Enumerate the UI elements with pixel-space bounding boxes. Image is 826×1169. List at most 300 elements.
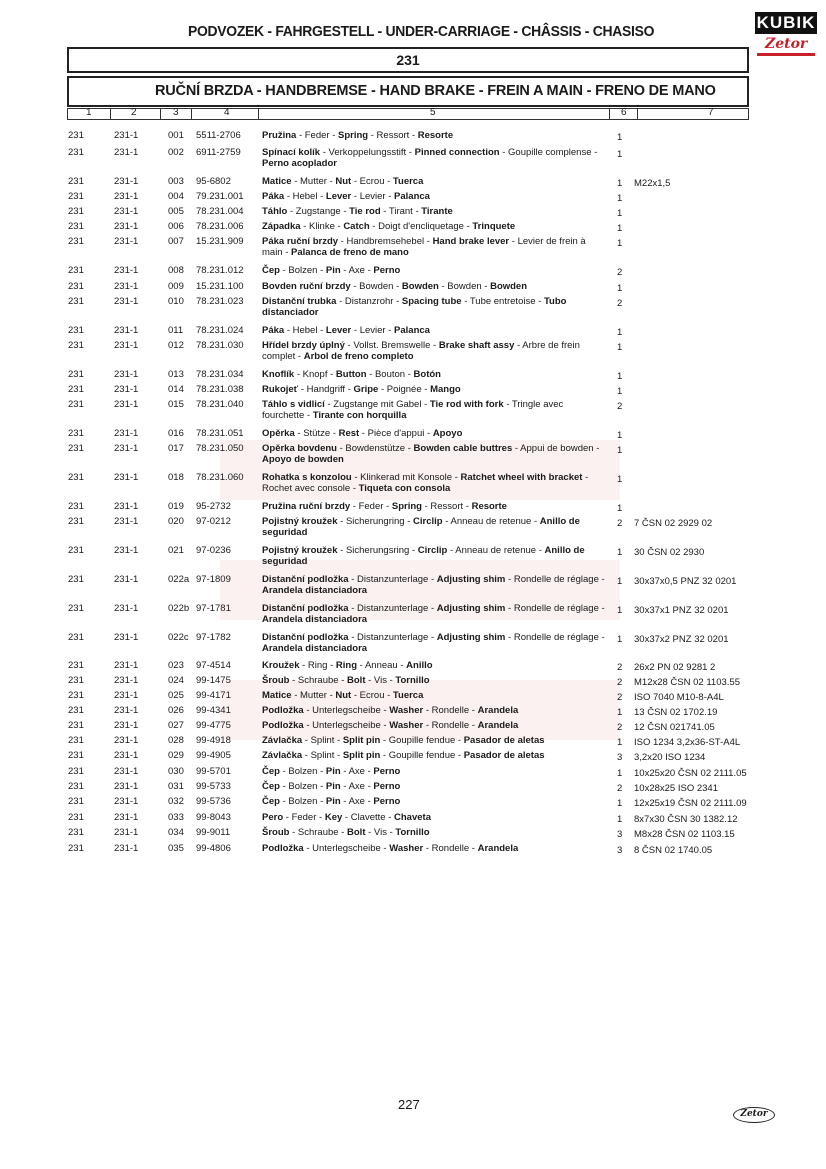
desc-cz: Hřídel brzdy úplný — [262, 340, 345, 351]
part-description — [262, 221, 607, 232]
cell-note: 12x25x19 ČSN 02 2111.09 — [634, 798, 747, 809]
cell-c4: 78.231.030 — [196, 340, 244, 351]
desc-en: Pin — [325, 796, 341, 807]
cell-c4: 78.231.060 — [196, 472, 244, 483]
cell-c1: 231 — [68, 265, 84, 276]
cell-quantity: 1 — [617, 327, 623, 338]
desc-en: Bolt — [347, 827, 366, 838]
cell-note: 12 ČSN 021741.05 — [634, 722, 715, 733]
desc-tail: - Rondelle de réglage - — [505, 603, 605, 614]
desc-cz: Rohatka s konzolou — [262, 472, 352, 483]
desc-en: Button — [335, 369, 367, 380]
desc-rest: - Distanzunterlage - — [348, 603, 437, 614]
cell-quantity: 2 — [617, 662, 623, 673]
cell-c1: 231 — [68, 206, 84, 217]
part-description — [262, 812, 607, 823]
cell-c1: 231 — [68, 705, 84, 716]
cell-c4: 97-4514 — [196, 660, 231, 671]
desc-rest: - Distanzunterlage - — [348, 574, 437, 585]
catalog-group-title: PODVOZEK - FAHRGESTELL - UNDER-CARRIAGE - CHÂSSIS - CHASISO — [188, 24, 655, 40]
cell-c4: 78.231.006 — [196, 221, 244, 232]
column-header: 5 — [430, 107, 436, 118]
desc-en: Circlip — [417, 545, 448, 556]
cell-c2: 231-1 — [114, 660, 139, 671]
page-number: 227 — [398, 1097, 420, 1112]
desc-en: Nut — [335, 176, 352, 187]
cell-c4: 15.231.100 — [196, 281, 244, 292]
part-description — [262, 428, 607, 439]
desc-tail: - Rondelle - — [423, 843, 478, 854]
part-description — [262, 325, 607, 336]
part-description — [262, 750, 607, 761]
desc-tail: - Tube entretoise - — [461, 296, 544, 307]
desc-es: Arandela distanciadora — [262, 585, 368, 596]
cell-c3: 017 — [168, 443, 184, 454]
desc-rest: - Mutter - — [291, 176, 336, 187]
cell-quantity: 1 — [617, 547, 623, 558]
desc-rest: - Klinke - — [300, 221, 344, 232]
cell-c4: 78.231.004 — [196, 206, 244, 217]
part-description — [262, 384, 607, 395]
cell-c1: 231 — [68, 472, 84, 483]
cell-c4: 99-4341 — [196, 705, 231, 716]
cell-c2: 231-1 — [114, 812, 139, 823]
desc-rest: - Schraube - — [289, 827, 348, 838]
desc-rest: - Bolzen - — [279, 781, 326, 792]
desc-tail: - Rochet avec console - — [262, 472, 589, 494]
desc-es: Trinquete — [472, 221, 516, 232]
desc-cz: Čep — [262, 796, 280, 807]
cell-c1: 231 — [68, 781, 84, 792]
cell-c3: 019 — [168, 501, 184, 512]
desc-rest: - Knopf - — [294, 369, 336, 380]
desc-en: Pinned connection — [414, 147, 500, 158]
cell-c3: 014 — [168, 384, 184, 395]
cell-c4: 99-5736 — [196, 796, 231, 807]
cell-note: 30x37x2 PNZ 32 0201 — [634, 634, 729, 645]
cell-c4: 6911-2759 — [196, 147, 241, 158]
cell-c2: 231-1 — [114, 340, 139, 351]
column-header: 6 — [621, 107, 627, 118]
cell-c4: 78.231.023 — [196, 296, 244, 307]
desc-tail: - Axe - — [340, 781, 374, 792]
cell-note: 10x28x25 ISO 2341 — [634, 783, 718, 794]
cell-quantity: 1 — [617, 371, 623, 382]
desc-en: Bowden — [401, 281, 439, 292]
desc-en: Tie rod — [349, 206, 381, 217]
cell-c1: 231 — [68, 516, 84, 527]
desc-es: Arandela — [477, 843, 519, 854]
desc-rest: - Splint - — [302, 735, 343, 746]
cell-quantity: 1 — [617, 430, 623, 441]
desc-en: Brake shaft assy — [438, 340, 515, 351]
desc-cz: Pružina — [262, 130, 297, 141]
column-header: 2 — [131, 107, 137, 118]
cell-quantity: 2 — [617, 401, 623, 412]
desc-es: Resorte — [417, 130, 454, 141]
cell-c2: 231-1 — [114, 399, 139, 410]
cell-quantity: 2 — [617, 677, 623, 688]
cell-note: 10x25x20 ČSN 02 2111.05 — [634, 768, 747, 779]
cell-c4: 79.231.001 — [196, 191, 244, 202]
cell-c3: 007 — [168, 236, 184, 247]
desc-tail: - Clavette - — [342, 812, 395, 823]
desc-en: Pin — [325, 781, 341, 792]
cell-c1: 231 — [68, 720, 84, 731]
part-description — [262, 281, 607, 292]
desc-cz: Opěrka bovdenu — [262, 443, 337, 454]
desc-tail: - Rondelle - — [423, 720, 478, 731]
cell-c2: 231-1 — [114, 325, 139, 336]
cell-c3: 021 — [168, 545, 184, 556]
desc-es: Arbol de freno completo — [303, 351, 414, 362]
cell-c1: 231 — [68, 428, 84, 439]
desc-cz: Pero — [262, 812, 284, 823]
desc-cz: Pojistný kroužek — [262, 516, 338, 527]
cell-c4: 78.231.040 — [196, 399, 244, 410]
part-description — [262, 766, 607, 777]
cell-c2: 231-1 — [114, 443, 139, 454]
desc-en: Nut — [335, 690, 352, 701]
cell-c3: 022c — [168, 632, 189, 643]
cell-c4: 78.231.012 — [196, 265, 244, 276]
part-description — [262, 340, 607, 362]
desc-en: Spring — [338, 130, 369, 141]
cell-quantity: 3 — [617, 752, 623, 763]
cell-c2: 231-1 — [114, 705, 139, 716]
desc-cz: Matice — [262, 690, 292, 701]
part-description — [262, 236, 607, 258]
column-header: 1 — [86, 107, 92, 118]
cell-note: ISO 1234 3,2x36-ST-A4L — [634, 737, 741, 748]
desc-tail: - Goupille fendue - — [380, 750, 464, 761]
cell-c3: 018 — [168, 472, 184, 483]
cell-c4: 78.231.051 — [196, 428, 244, 439]
desc-cz: Čep — [262, 265, 280, 276]
cell-c1: 231 — [68, 340, 84, 351]
desc-en: Lever — [325, 325, 352, 336]
cell-c2: 231-1 — [114, 843, 139, 854]
desc-en: Washer — [389, 720, 424, 731]
cell-c2: 231-1 — [114, 516, 139, 527]
column-header-row — [67, 108, 749, 120]
cell-c1: 231 — [68, 603, 84, 614]
cell-note: 30x37x1 PNZ 32 0201 — [634, 605, 729, 616]
cell-note: 7 ČSN 02 2929 02 — [634, 518, 713, 529]
cell-quantity: 1 — [617, 208, 623, 219]
cell-c2: 231-1 — [114, 574, 139, 585]
cell-quantity: 1 — [617, 474, 623, 485]
cell-c2: 231-1 — [114, 265, 139, 276]
cell-note: 30 ČSN 02 2930 — [634, 547, 705, 558]
cell-c3: 022b — [168, 603, 190, 614]
cell-note: ISO 7040 M10-8-A4L — [634, 692, 724, 703]
desc-es: Perno — [373, 766, 401, 777]
desc-tail: - Pièce d'appui - — [359, 428, 433, 439]
cell-c3: 016 — [168, 428, 184, 439]
cell-c1: 231 — [68, 827, 84, 838]
desc-es: Tirante — [421, 206, 453, 217]
cell-c2: 231-1 — [114, 176, 139, 187]
desc-en: Circlip — [413, 516, 443, 527]
cell-note: 8 ČSN 02 1740.05 — [634, 845, 713, 856]
desc-en: Adjusting shim — [436, 574, 506, 585]
part-description — [262, 206, 607, 217]
cell-quantity: 1 — [617, 707, 623, 718]
cell-c1: 231 — [68, 675, 84, 686]
cell-c2: 231-1 — [114, 796, 139, 807]
desc-en: Gripe — [353, 384, 379, 395]
cell-c4: 5511-2706 — [196, 130, 241, 141]
desc-rest: - Hebel - — [284, 191, 326, 202]
desc-cz: Táhlo — [262, 206, 288, 217]
desc-cz: Kroužek — [262, 660, 300, 671]
desc-en: Split pin — [342, 750, 381, 761]
cell-c3: 020 — [168, 516, 184, 527]
desc-tail: - Vis - — [365, 675, 396, 686]
cell-c4: 99-4806 — [196, 843, 231, 854]
cell-c4: 97-1781 — [196, 603, 231, 614]
part-description — [262, 603, 607, 625]
cell-c3: 028 — [168, 735, 184, 746]
part-description — [262, 660, 607, 671]
desc-es: Perno — [373, 265, 401, 276]
desc-es: Arandela — [477, 720, 519, 731]
desc-en: Adjusting shim — [436, 632, 506, 643]
desc-en: Spring — [391, 501, 422, 512]
desc-es: Anillo de seguridad — [262, 545, 585, 567]
desc-cz: Distanční trubka — [262, 296, 337, 307]
desc-rest: - Verkoppelungsstift - — [320, 147, 415, 158]
desc-rest: - Bolzen - — [279, 265, 326, 276]
desc-cz: Spínací kolík — [262, 147, 321, 158]
cell-c2: 231-1 — [114, 296, 139, 307]
desc-rest: - Zugstange mit Gabel - — [324, 399, 430, 410]
desc-cz: Pružina ruční brzdy — [262, 501, 351, 512]
cell-c1: 231 — [68, 399, 84, 410]
cell-c1: 231 — [68, 574, 84, 585]
desc-tail: - Poignée - — [378, 384, 431, 395]
desc-rest: - Schraube - — [289, 675, 348, 686]
cell-c3: 011 — [168, 325, 184, 336]
cell-quantity: 1 — [617, 342, 623, 353]
desc-en: Catch — [343, 221, 370, 232]
desc-rest: - Zugstange - — [287, 206, 350, 217]
desc-es: Tubo distanciador — [262, 296, 567, 318]
desc-es: Bowden — [490, 281, 528, 292]
part-description — [262, 147, 607, 169]
desc-tail: - Bowden - — [438, 281, 491, 292]
cell-c1: 231 — [68, 766, 84, 777]
desc-rest: - Bolzen - — [279, 796, 326, 807]
desc-rest: - Splint - — [302, 750, 343, 761]
cell-c4: 95-2732 — [196, 501, 231, 512]
cell-c3: 010 — [168, 296, 184, 307]
cell-c4: 99-9011 — [196, 827, 231, 838]
cell-c1: 231 — [68, 384, 84, 395]
desc-rest: - Stütze - — [294, 428, 339, 439]
desc-rest: - Vollst. Bremswelle - — [344, 340, 439, 351]
cell-c3: 034 — [168, 827, 184, 838]
part-description — [262, 796, 607, 807]
cell-c4: 78.231.038 — [196, 384, 244, 395]
desc-cz: Distanční podložka — [262, 632, 349, 643]
desc-es: Anillo de seguridad — [262, 516, 580, 538]
desc-rest: - Feder - — [296, 130, 339, 141]
cell-quantity: 1 — [617, 605, 623, 616]
cell-c2: 231-1 — [114, 428, 139, 439]
desc-cz: Podložka — [262, 720, 304, 731]
part-description — [262, 443, 607, 465]
cell-quantity: 1 — [617, 798, 623, 809]
cell-c3: 006 — [168, 221, 184, 232]
desc-rest: - Ring - — [299, 660, 336, 671]
desc-tail: - Rondelle de réglage - — [505, 632, 605, 643]
desc-es: Arandela distanciadora — [262, 643, 368, 654]
desc-cz: Matice — [262, 176, 292, 187]
cell-c4: 78.231.024 — [196, 325, 244, 336]
desc-rest: - Handgriff - — [298, 384, 354, 395]
cell-c4: 78.231.034 — [196, 369, 244, 380]
cell-c1: 231 — [68, 545, 84, 556]
desc-es: Tuerca — [392, 690, 424, 701]
cell-c2: 231-1 — [114, 147, 139, 158]
cell-c1: 231 — [68, 191, 84, 202]
cell-c4: 97-0236 — [196, 545, 231, 556]
desc-es: Palanca de freno de mano — [291, 247, 409, 258]
desc-en: Key — [324, 812, 343, 823]
cell-c3: 023 — [168, 660, 184, 671]
part-description — [262, 265, 607, 276]
cell-quantity: 2 — [617, 722, 623, 733]
cell-c2: 231-1 — [114, 603, 139, 614]
desc-tail: - Levier - — [351, 191, 395, 202]
desc-tail: - Levier de frein à main - — [262, 236, 586, 258]
cell-c1: 231 — [68, 843, 84, 854]
desc-es: Apoyo — [432, 428, 463, 439]
desc-en: Ratchet wheel with bracket — [460, 472, 583, 483]
cell-c3: 013 — [168, 369, 184, 380]
desc-es: Tornillo — [395, 675, 430, 686]
cell-note: M12x28 ČSN 02 1103.55 — [634, 677, 740, 688]
cell-c4: 99-4918 — [196, 735, 231, 746]
desc-tail: - Ecrou - — [351, 176, 393, 187]
cell-c4: 97-1782 — [196, 632, 231, 643]
part-description — [262, 574, 607, 596]
cell-c3: 008 — [168, 265, 184, 276]
desc-cz: Pojistný kroužek — [262, 545, 338, 556]
cell-note: 3,2x20 ISO 1234 — [634, 752, 706, 763]
desc-cz: Distanční podložka — [262, 603, 349, 614]
cell-c3: 004 — [168, 191, 184, 202]
desc-en: Washer — [389, 843, 424, 854]
desc-tail: - Ressort - — [368, 130, 418, 141]
cell-c4: 97-0212 — [196, 516, 231, 527]
desc-rest: - Unterlegscheibe - — [303, 705, 390, 716]
cell-quantity: 1 — [617, 503, 623, 514]
desc-rest: - Sicherungsring - — [337, 545, 418, 556]
desc-rest: - Distanzunterlage - — [348, 632, 437, 643]
cell-c2: 231-1 — [114, 735, 139, 746]
desc-tail: - Ecrou - — [351, 690, 393, 701]
desc-tail: - Anneau de retenue - — [442, 516, 540, 527]
cell-c2: 231-1 — [114, 766, 139, 777]
desc-en: Lever — [325, 191, 352, 202]
part-description — [262, 705, 607, 716]
cell-c2: 231-1 — [114, 384, 139, 395]
cell-c4: 99-8043 — [196, 812, 231, 823]
cell-c1: 231 — [68, 369, 84, 380]
column-header: 3 — [173, 107, 179, 118]
cell-c3: 005 — [168, 206, 184, 217]
desc-es: Apoyo de bowden — [262, 454, 344, 465]
cell-c4: 15.231.909 — [196, 236, 244, 247]
desc-cz: Distanční podložka — [262, 574, 349, 585]
desc-es: Tiqueta con consola — [358, 483, 451, 494]
cell-c4: 99-4171 — [196, 690, 231, 701]
cell-c2: 231-1 — [114, 281, 139, 292]
cell-c1: 231 — [68, 325, 84, 336]
desc-tail: - Axe - — [340, 265, 374, 276]
cell-c3: 032 — [168, 796, 184, 807]
cell-quantity: 2 — [617, 692, 623, 703]
desc-cz: Podložka — [262, 705, 304, 716]
desc-rest: - Mutter - — [291, 690, 336, 701]
desc-en: Hand brake lever — [432, 236, 510, 247]
cell-c1: 231 — [68, 176, 84, 187]
desc-cz: Čep — [262, 781, 280, 792]
desc-es: Mango — [430, 384, 461, 395]
logo-kubik-text: KUBIK — [756, 13, 816, 32]
cell-c1: 231 — [68, 147, 84, 158]
desc-cz: Čep — [262, 766, 280, 777]
desc-es: Palanca — [394, 325, 430, 336]
cell-note: 30x37x0,5 PNZ 32 0201 — [634, 576, 737, 587]
cell-c4: 95-6802 — [196, 176, 231, 187]
desc-en: Bowden cable buttres — [413, 443, 513, 454]
cell-quantity: 1 — [617, 193, 623, 204]
part-description — [262, 781, 607, 792]
desc-es: Resorte — [471, 501, 507, 512]
part-description — [262, 399, 607, 421]
cell-c1: 231 — [68, 735, 84, 746]
cell-c2: 231-1 — [114, 472, 139, 483]
desc-es: Tuerca — [392, 176, 424, 187]
part-description — [262, 472, 607, 494]
desc-tail: - Rondelle - — [423, 705, 478, 716]
cell-c3: 026 — [168, 705, 184, 716]
cell-quantity: 2 — [617, 783, 623, 794]
desc-tail: - Tringle avec fourchette - — [262, 399, 564, 421]
part-description — [262, 369, 607, 380]
cell-c1: 231 — [68, 690, 84, 701]
part-description — [262, 191, 607, 202]
desc-es: Perno — [373, 781, 401, 792]
logo-zetor-text: Zetor — [765, 36, 808, 52]
logo-underline — [757, 53, 815, 56]
desc-en: Bolt — [347, 675, 366, 686]
desc-rest: - Distanzrohr - — [336, 296, 402, 307]
cell-c3: 030 — [168, 766, 184, 777]
cell-c3: 012 — [168, 340, 184, 351]
cell-c2: 231-1 — [114, 191, 139, 202]
desc-es: Perno acoplador — [262, 158, 337, 169]
desc-cz: Páka — [262, 325, 285, 336]
cell-c3: 002 — [168, 147, 184, 158]
desc-tail: - Levier - — [351, 325, 395, 336]
part-description — [262, 827, 607, 838]
desc-rest: - Bowdenstütze - — [336, 443, 414, 454]
